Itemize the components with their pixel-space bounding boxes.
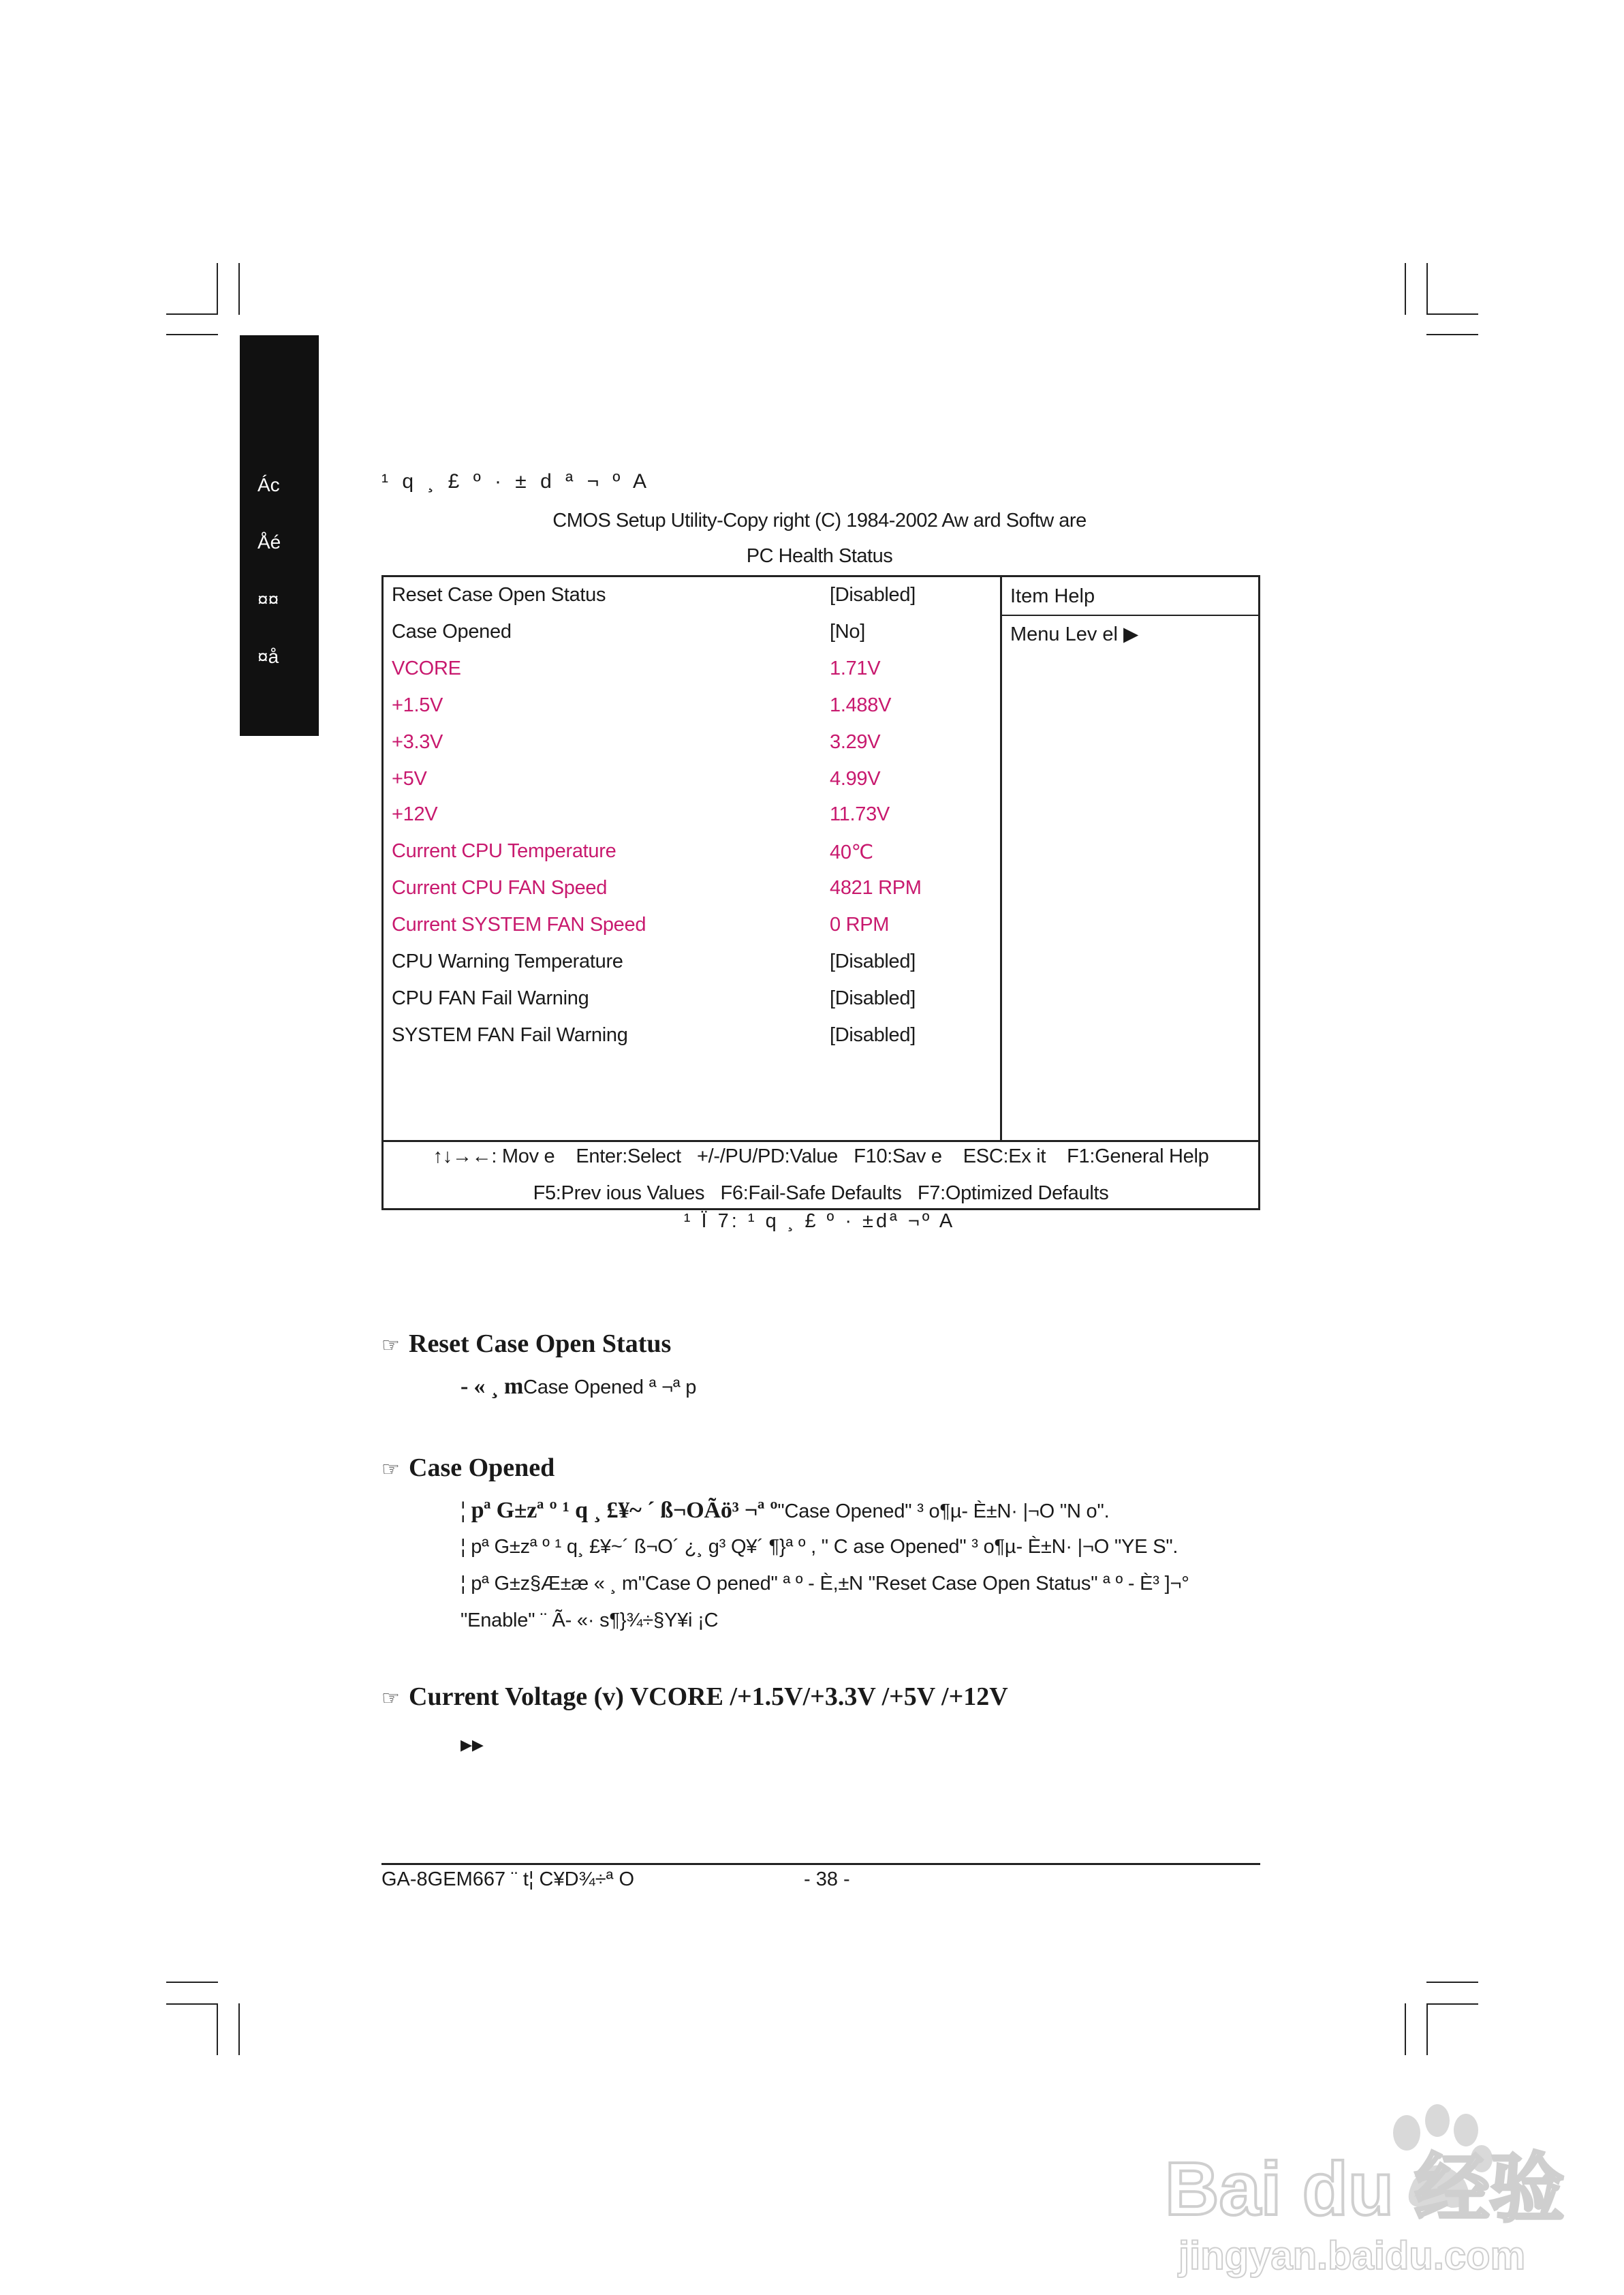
chapter-side-tab bbox=[240, 335, 319, 736]
crop-mark bbox=[238, 263, 240, 315]
section-title: Current Voltage (v) VCORE /+1.5V/+3.3V /+5V /+12V bbox=[409, 1682, 1008, 1711]
side-tab-char: ¤å bbox=[257, 646, 279, 667]
section-line bbox=[460, 1731, 484, 1758]
body-text: "Enable" ¨ Ã- «· s¶}¾÷§Y¥i ¡C bbox=[460, 1609, 719, 1631]
crop-mark bbox=[166, 313, 218, 315]
bios-row-value: 3.29V bbox=[830, 731, 881, 753]
bios-row-label: Current CPU FAN Speed bbox=[392, 877, 608, 899]
item-help-title: Item Help bbox=[1010, 585, 1095, 607]
bios-row-label: +5V bbox=[392, 768, 427, 790]
watermark-url: jingyan.baidu.com bbox=[1178, 2234, 1526, 2278]
help-divider bbox=[1000, 577, 1002, 1140]
section-line bbox=[460, 1374, 696, 1400]
bios-row-label: Case Opened bbox=[392, 621, 512, 643]
side-tab-char: Åé bbox=[257, 532, 281, 553]
bios-subtitle: PC Health Status bbox=[746, 545, 893, 567]
help-header-rule bbox=[1002, 615, 1258, 616]
crop-mark bbox=[217, 263, 218, 315]
crop-mark bbox=[238, 2003, 240, 2055]
bios-row-value: 0 RPM bbox=[830, 914, 890, 936]
bios-row-value: [Disabled] bbox=[830, 584, 916, 606]
body-text: Case Opened ª ¬ª p bbox=[523, 1376, 697, 1398]
pointing-hand-icon: ☞ bbox=[381, 1334, 400, 1357]
bios-row-value: [No] bbox=[830, 621, 865, 643]
bios-key-help: ↑↓→←: Mov e Enter:Select +/-/PU/PD:Value F10:Sav e ESC:Ex it F1:General Help bbox=[433, 1145, 1209, 1167]
baidu-paw-icon bbox=[1158, 2085, 1567, 2283]
crop-mark bbox=[1426, 263, 1428, 315]
crop-mark bbox=[166, 1982, 218, 1983]
body-text: "Case Opened" ³ o¶µ- È±N· |¬O "N o". bbox=[777, 1500, 1110, 1522]
crop-mark bbox=[1426, 1982, 1478, 1983]
section-line bbox=[460, 1609, 718, 1632]
bios-screen bbox=[381, 575, 1260, 1210]
crop-mark bbox=[217, 2003, 218, 2055]
crop-mark bbox=[1426, 334, 1478, 335]
bios-row-value: 4.99V bbox=[830, 768, 881, 790]
section-title: Reset Case Open Status bbox=[409, 1329, 672, 1358]
pointing-hand-icon: ☞ bbox=[381, 1458, 400, 1481]
bios-footer-rule bbox=[384, 1140, 1258, 1142]
bios-row-label: Current CPU Temperature bbox=[392, 840, 616, 862]
bios-row-value: 1.71V bbox=[830, 658, 881, 679]
crop-mark bbox=[1405, 263, 1406, 315]
bios-row-value: [Disabled] bbox=[830, 987, 916, 1009]
bios-key-help: F5:Prev ious Values F6:Fail-Safe Defaults F7:Optimized Defaults bbox=[533, 1182, 1109, 1204]
bios-row-value: 4821 RPM bbox=[830, 877, 922, 899]
figure-caption: ¹ Ï 7: ¹ q ¸ £ º · ±dª ¬º A bbox=[683, 1210, 956, 1232]
bios-row-label: Reset Case Open Status bbox=[392, 584, 606, 606]
intro-caption: ¹ q ¸ £ º · ± d ª ¬ º A bbox=[381, 470, 651, 493]
bios-row-label: SYSTEM FAN Fail Warning bbox=[392, 1024, 628, 1046]
bios-row-label: +12V bbox=[392, 803, 438, 825]
body-text: ¦ pª G±z§Æ±æ « ¸ m"Case O pened" ª º - È,±N "Reset Case Open Status" ª º - È³ ]¬° bbox=[460, 1573, 1189, 1595]
bios-row-value: [Disabled] bbox=[830, 951, 916, 972]
bios-row-label: VCORE bbox=[392, 658, 461, 679]
bios-row-value: 1.488V bbox=[830, 694, 892, 716]
body-text: ¦ pª G±zª º ¹ q¸ £¥~´ ß¬O´ ¿¸ g³ Q¥´ ¶}ª º , " C ase Opened" ³ o¶µ- È±N· |¬O "YE S". bbox=[460, 1536, 1178, 1558]
bios-title: CMOS Setup Utility-Copy right (C) 1984-2002 Aw ard Softw are bbox=[552, 510, 1087, 532]
garbled-bold-text: ¦ pª G±zª º ¹ q ¸ £¥~ ´ ß¬OÃö³ ¬ª º bbox=[460, 1498, 778, 1523]
side-tab-char: Ác bbox=[257, 474, 280, 495]
crop-mark bbox=[166, 2003, 218, 2005]
pointing-hand-icon: ☞ bbox=[381, 1687, 400, 1710]
bios-row-value: 11.73V bbox=[830, 803, 890, 825]
crop-mark bbox=[1426, 2003, 1428, 2055]
crop-mark bbox=[166, 334, 218, 335]
garbled-bold-text: - « ¸ m bbox=[460, 1374, 524, 1399]
bios-row-value: [Disabled] bbox=[830, 1024, 916, 1046]
section-heading bbox=[381, 1329, 671, 1359]
section-heading bbox=[381, 1453, 555, 1483]
bios-row-label: CPU FAN Fail Warning bbox=[392, 987, 589, 1009]
bios-row-label: CPU Warning Temperature bbox=[392, 951, 623, 972]
page-number: - 38 - bbox=[804, 1868, 850, 1890]
footer-rule bbox=[381, 1863, 1260, 1865]
section-title: Case Opened bbox=[409, 1453, 555, 1482]
crop-mark bbox=[1426, 2003, 1478, 2005]
menu-level-text: Menu Lev el ▶ bbox=[1010, 623, 1139, 645]
double-arrow-icon: ▸▸ bbox=[460, 1732, 484, 1757]
bios-row-label: +3.3V bbox=[392, 731, 443, 753]
section-heading bbox=[381, 1682, 1008, 1712]
bios-row-label: +1.5V bbox=[392, 694, 443, 716]
section-line bbox=[460, 1498, 1109, 1524]
crop-mark bbox=[1405, 2003, 1406, 2055]
section-line bbox=[460, 1536, 1178, 1558]
watermark-brand: Bai du 经验 bbox=[1165, 2147, 1565, 2231]
bios-row-label: Current SYSTEM FAN Speed bbox=[392, 914, 646, 936]
section-line bbox=[460, 1573, 1189, 1595]
baidu-watermark bbox=[1158, 2085, 1567, 2283]
bios-row-value: 40℃ bbox=[830, 842, 873, 863]
side-tab-char: ¤¤ bbox=[257, 589, 279, 610]
footer-product: GA-8GEM667 ¨ t¦ C¥D¾÷ª O bbox=[381, 1868, 635, 1890]
crop-mark bbox=[1426, 313, 1478, 315]
